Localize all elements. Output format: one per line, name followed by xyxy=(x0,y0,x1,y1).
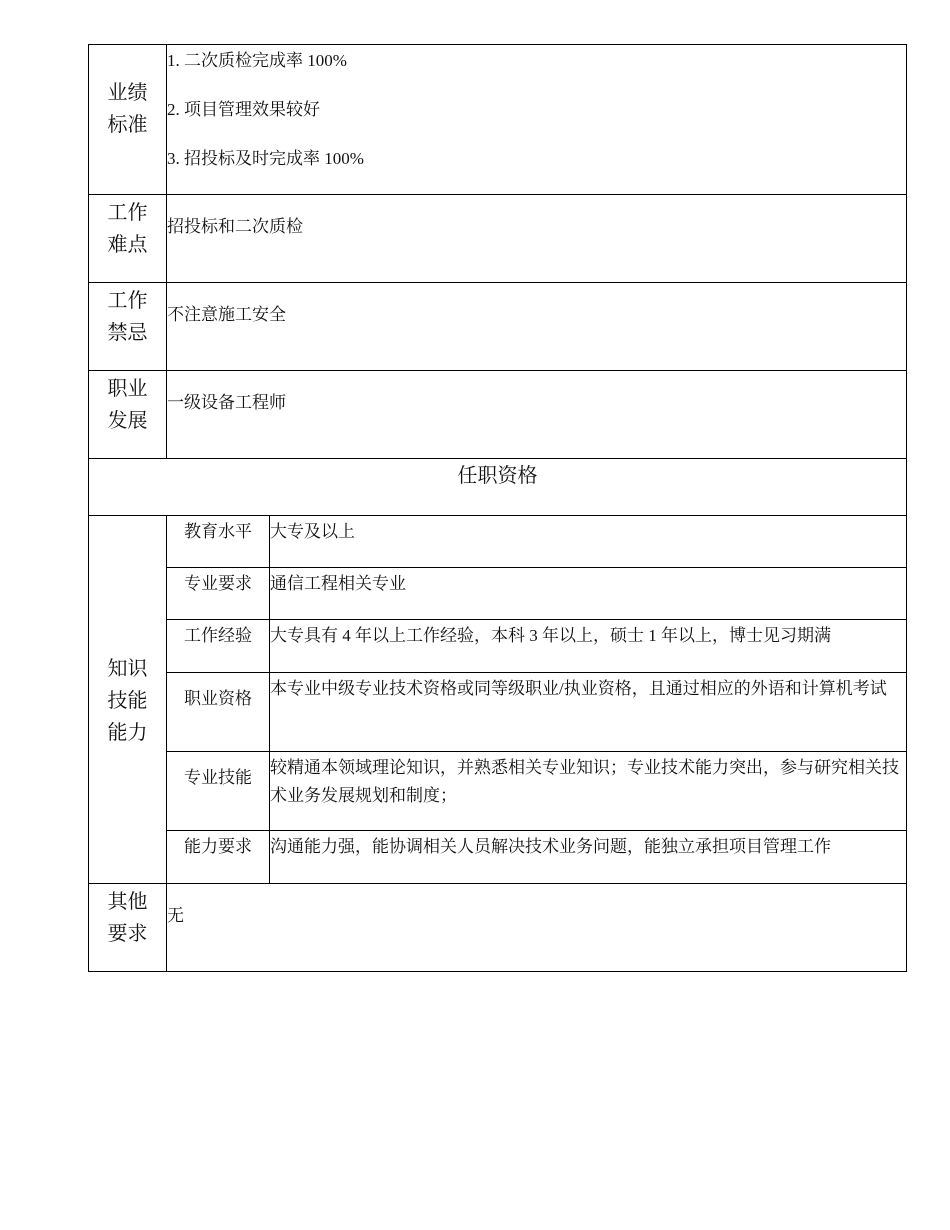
qualification-row xyxy=(89,516,907,568)
label-line: 发展 xyxy=(107,410,148,432)
qualification-label: 能力要求 xyxy=(167,831,270,884)
qualification-row xyxy=(89,831,907,884)
label-line: 知识 xyxy=(107,657,148,680)
other-row xyxy=(89,884,907,972)
label-line: 工作 xyxy=(107,290,148,312)
label-line: 难点 xyxy=(107,234,148,256)
label-line: 技能 xyxy=(107,689,148,712)
label-line: 其他 xyxy=(107,891,148,913)
difficulty-row xyxy=(89,195,907,283)
label-line: 职业 xyxy=(107,378,148,400)
qualification-value: 大专及以上 xyxy=(270,516,907,568)
other-value: 无 xyxy=(167,884,907,972)
qualification-label: 专业要求 xyxy=(167,568,270,620)
qualification-label: 教育水平 xyxy=(167,516,270,568)
qualification-row xyxy=(89,752,907,831)
performance-item: 1. 二次质检完成率 100% xyxy=(167,51,347,70)
label-line: 能力 xyxy=(107,721,148,744)
qualification-row xyxy=(89,673,907,752)
taboo-value: 不注意施工安全 xyxy=(167,283,907,371)
performance-label xyxy=(89,45,167,195)
qualification-row xyxy=(89,620,907,673)
qualification-row xyxy=(89,568,907,620)
label-line: 标准 xyxy=(107,114,148,136)
qualification-value: 通信工程相关专业 xyxy=(270,568,907,620)
qualification-label: 专业技能 xyxy=(167,752,270,831)
label-line: 禁忌 xyxy=(107,322,148,344)
qualification-value: 大专具有 4 年以上工作经验，本科 3 年以上，硕士 1 年以上，博士见习期满 xyxy=(270,620,907,673)
performance-item: 2. 项目管理效果较好 xyxy=(167,100,320,119)
taboo-label xyxy=(89,283,167,371)
label-line: 业绩 xyxy=(107,82,148,104)
qualification-value: 沟通能力强，能协调相关人员解决技术业务问题，能独立承担项目管理工作 xyxy=(270,831,907,884)
career-label xyxy=(89,371,167,459)
label-line: 工作 xyxy=(107,202,148,224)
qualification-label: 职业资格 xyxy=(167,673,270,752)
job-description-table xyxy=(88,44,907,972)
difficulty-label xyxy=(89,195,167,283)
taboo-row xyxy=(89,283,907,371)
difficulty-value: 招投标和二次质检 xyxy=(167,195,907,283)
qualifications-title: 任职资格 xyxy=(89,459,907,516)
career-row xyxy=(89,371,907,459)
career-value: 一级设备工程师 xyxy=(167,371,907,459)
qualification-value: 本专业中级专业技术资格或同等级职业/执业资格，且通过相应的外语和计算机考试 xyxy=(270,673,907,752)
qualifications-header-row xyxy=(89,459,907,516)
performance-row xyxy=(89,45,907,195)
label-line: 要求 xyxy=(107,923,148,945)
other-label xyxy=(89,884,167,972)
performance-item: 3. 招投标及时完成率 100% xyxy=(167,149,364,168)
qualifications-group-label xyxy=(89,516,167,884)
qualification-label: 工作经验 xyxy=(167,620,270,673)
performance-content xyxy=(167,45,907,195)
qualification-value: 较精通本领域理论知识，并熟悉相关专业知识；专业技术能力突出，参与研究相关技术业务发展规划和制度； xyxy=(270,752,907,831)
